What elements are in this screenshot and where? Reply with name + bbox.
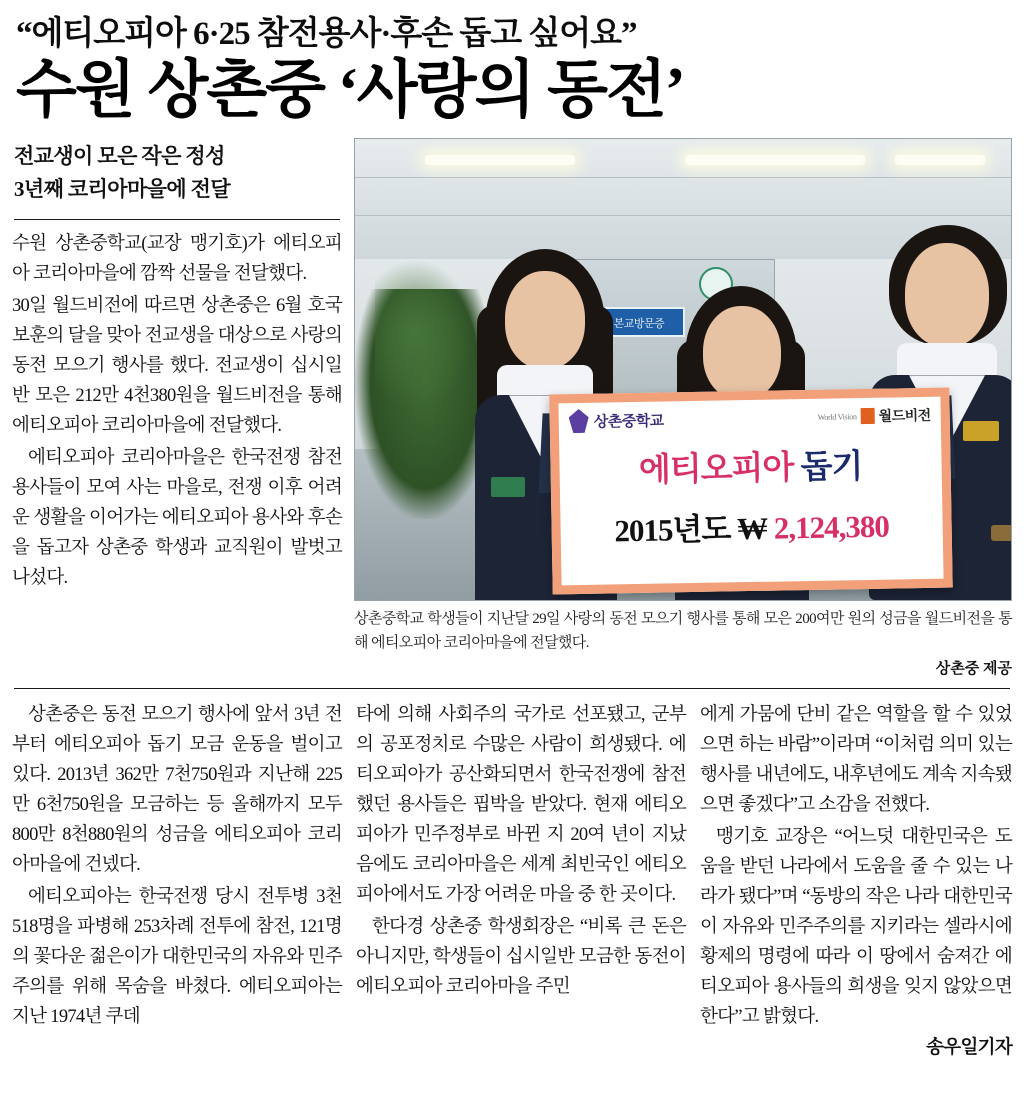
placard-amount-year: 2015년도 (614, 511, 731, 549)
paragraph: 에게 가뭄에 단비 같은 역할을 할 수 있었으면 하는 바람”이라며 “이처럼 의미 있는 행사를 내년에도, 내후년에도 계속 지속됐으면 좋겠다”고 소감을 전했다. (700, 704, 1012, 815)
ceiling-light (685, 155, 865, 165)
body-column-2 (12, 701, 342, 1065)
kicker-headline: “에티오피아 6·25 참전용사·후손 돕고 싶어요” (16, 16, 637, 52)
subheadline-line-1: 전교생이 모은 작은 정성 (14, 144, 225, 169)
name-badge (963, 421, 999, 441)
placard-amount-value: 2,124,380 (773, 508, 890, 546)
placard-title-part1: 에티오피아 (638, 450, 794, 490)
face (703, 306, 781, 400)
name-badge (491, 477, 525, 497)
article-top-section (12, 138, 1012, 678)
paragraph: 에티오피아는 한국전쟁 당시 전투병 3천518명을 파병해 253차례 전투에 참전, 121명의 꽃다운 젊은이가 대한민국의 자유와 민주주의를 위해 목숨을 바쳤다. 에티오피아는 지난 1974년 쿠데 (12, 886, 342, 1027)
face (505, 271, 585, 369)
door-sign: 본교방문증 (593, 307, 685, 337)
paragraph: 수원 상촌중학교(교장 맹기호)가 에티오피아 코리아마을에 깜짝 선물을 전달했다. (12, 234, 342, 285)
article-bottom-columns (12, 701, 1012, 1065)
worldvision-logo (818, 405, 931, 427)
placard-amount-currency: ₩ (736, 511, 768, 547)
placard-amount (560, 500, 943, 552)
photo-credit: 상촌중 제공 (935, 660, 1012, 677)
paragraph: 상촌중은 동전 모으기 행사에 앞서 3년 전부터 에티오피아 돕기 모금 운동을 벌이고 있다. 2013년 362만 7천750원과 지난해 225만 6천750원을 모금하는 등 올해까지 모두 800만 8천880원의 성금을 에티오피아 코리아마을에 건넸다. (12, 704, 342, 875)
ceiling-light (895, 155, 985, 165)
photo-column (354, 138, 1012, 678)
news-photo (354, 138, 1012, 601)
placard-title (559, 439, 942, 493)
subheadline (14, 140, 342, 205)
school-logo-text: 상촌중학교 (593, 413, 664, 431)
photo-wrapper (354, 138, 1012, 678)
school-logo (569, 408, 664, 434)
face (905, 243, 989, 347)
photo-caption: 상촌중학교 학생들이 지난달 29일 사랑의 동전 모으기 행사를 통해 모은 200여만 원의 성금을 월드비전을 통해 에티오피아 코리아마을에 전달했다. (354, 611, 1012, 651)
lead-divider (14, 219, 340, 220)
paragraph: 타에 의해 사회주의 국가로 선포됐고, 군부의 공포정치로 수많은 사람이 희생됐다. 에티오피아가 공산화되면서 한국전쟁에 참전했던 용사들은 핍박을 받았다. 현재 에티오피아가 민주정부로 바뀐 지 20여 년이 지났음에도 코리아마을은 세계 최빈국인 에티오피아에서도 가장 어려운 마을 중 한 곳이다. (356, 704, 686, 905)
wristwatch (991, 525, 1012, 541)
section-divider (14, 688, 1010, 689)
body-column-1 (12, 230, 342, 594)
school-logo-icon (569, 409, 589, 433)
worldvision-logo-text: 월드비전 (878, 409, 931, 426)
donation-placard (549, 388, 952, 595)
placard-title-part2: 돕기 (800, 449, 863, 487)
paragraph: 30일 월드비전에 따르면 상촌중은 6월 호국보훈의 달을 맞아 전교생을 대상으로 사랑의 동전 모으기 행사를 했다. 전교생이 십시일반 모은 212만 4천380원을 월드비전을 통해 에티오피아 코리아마을에 전달했다. (12, 296, 342, 437)
subheadline-line-2: 3년째 코리아마을에 전달 (14, 176, 231, 201)
ceiling-light (425, 155, 575, 165)
paragraph: 에티오피아 코리아마을은 한국전쟁 참전 용사들이 모여 사는 마을로, 전쟁 이후 어려운 생활을 이어가는 에티오피아 용사와 후손을 돕고자 상촌중 학생과 교직원이 발벗고 나섰다. (12, 448, 342, 589)
main-headline: 수원 상촌중 ‘사랑의 동전’ (16, 55, 684, 126)
paragraph: 맹기호 교장은 “어느덧 대한민국은 도움을 받던 나라에서 도움을 줄 수 있는 나라가 됐다”며 “동방의 작은 나라 대한민국이 자유와 민주주의를 지키라는 셀라시에 황제의 명령에 따라 이 땅에서 숨져간 에티오피아 용사들의 희생을 잊지 않았으면 한다”고 밝혔다. (700, 826, 1012, 1027)
placard-logo-row (558, 397, 940, 434)
worldvision-logo-small-text: World Vision (817, 411, 857, 422)
byline: 송우일기자 (926, 1038, 1012, 1059)
body-column-4 (700, 701, 1012, 1065)
worldvision-logo-icon (860, 408, 874, 424)
left-column (12, 138, 342, 596)
paragraph: 한다경 상촌중 학생회장은 “비록 큰 돈은 아니지만, 학생들이 십시일반 모금한 동전이 에티오피아 코리아마을 주민 (356, 916, 686, 997)
body-column-3 (356, 701, 686, 1065)
